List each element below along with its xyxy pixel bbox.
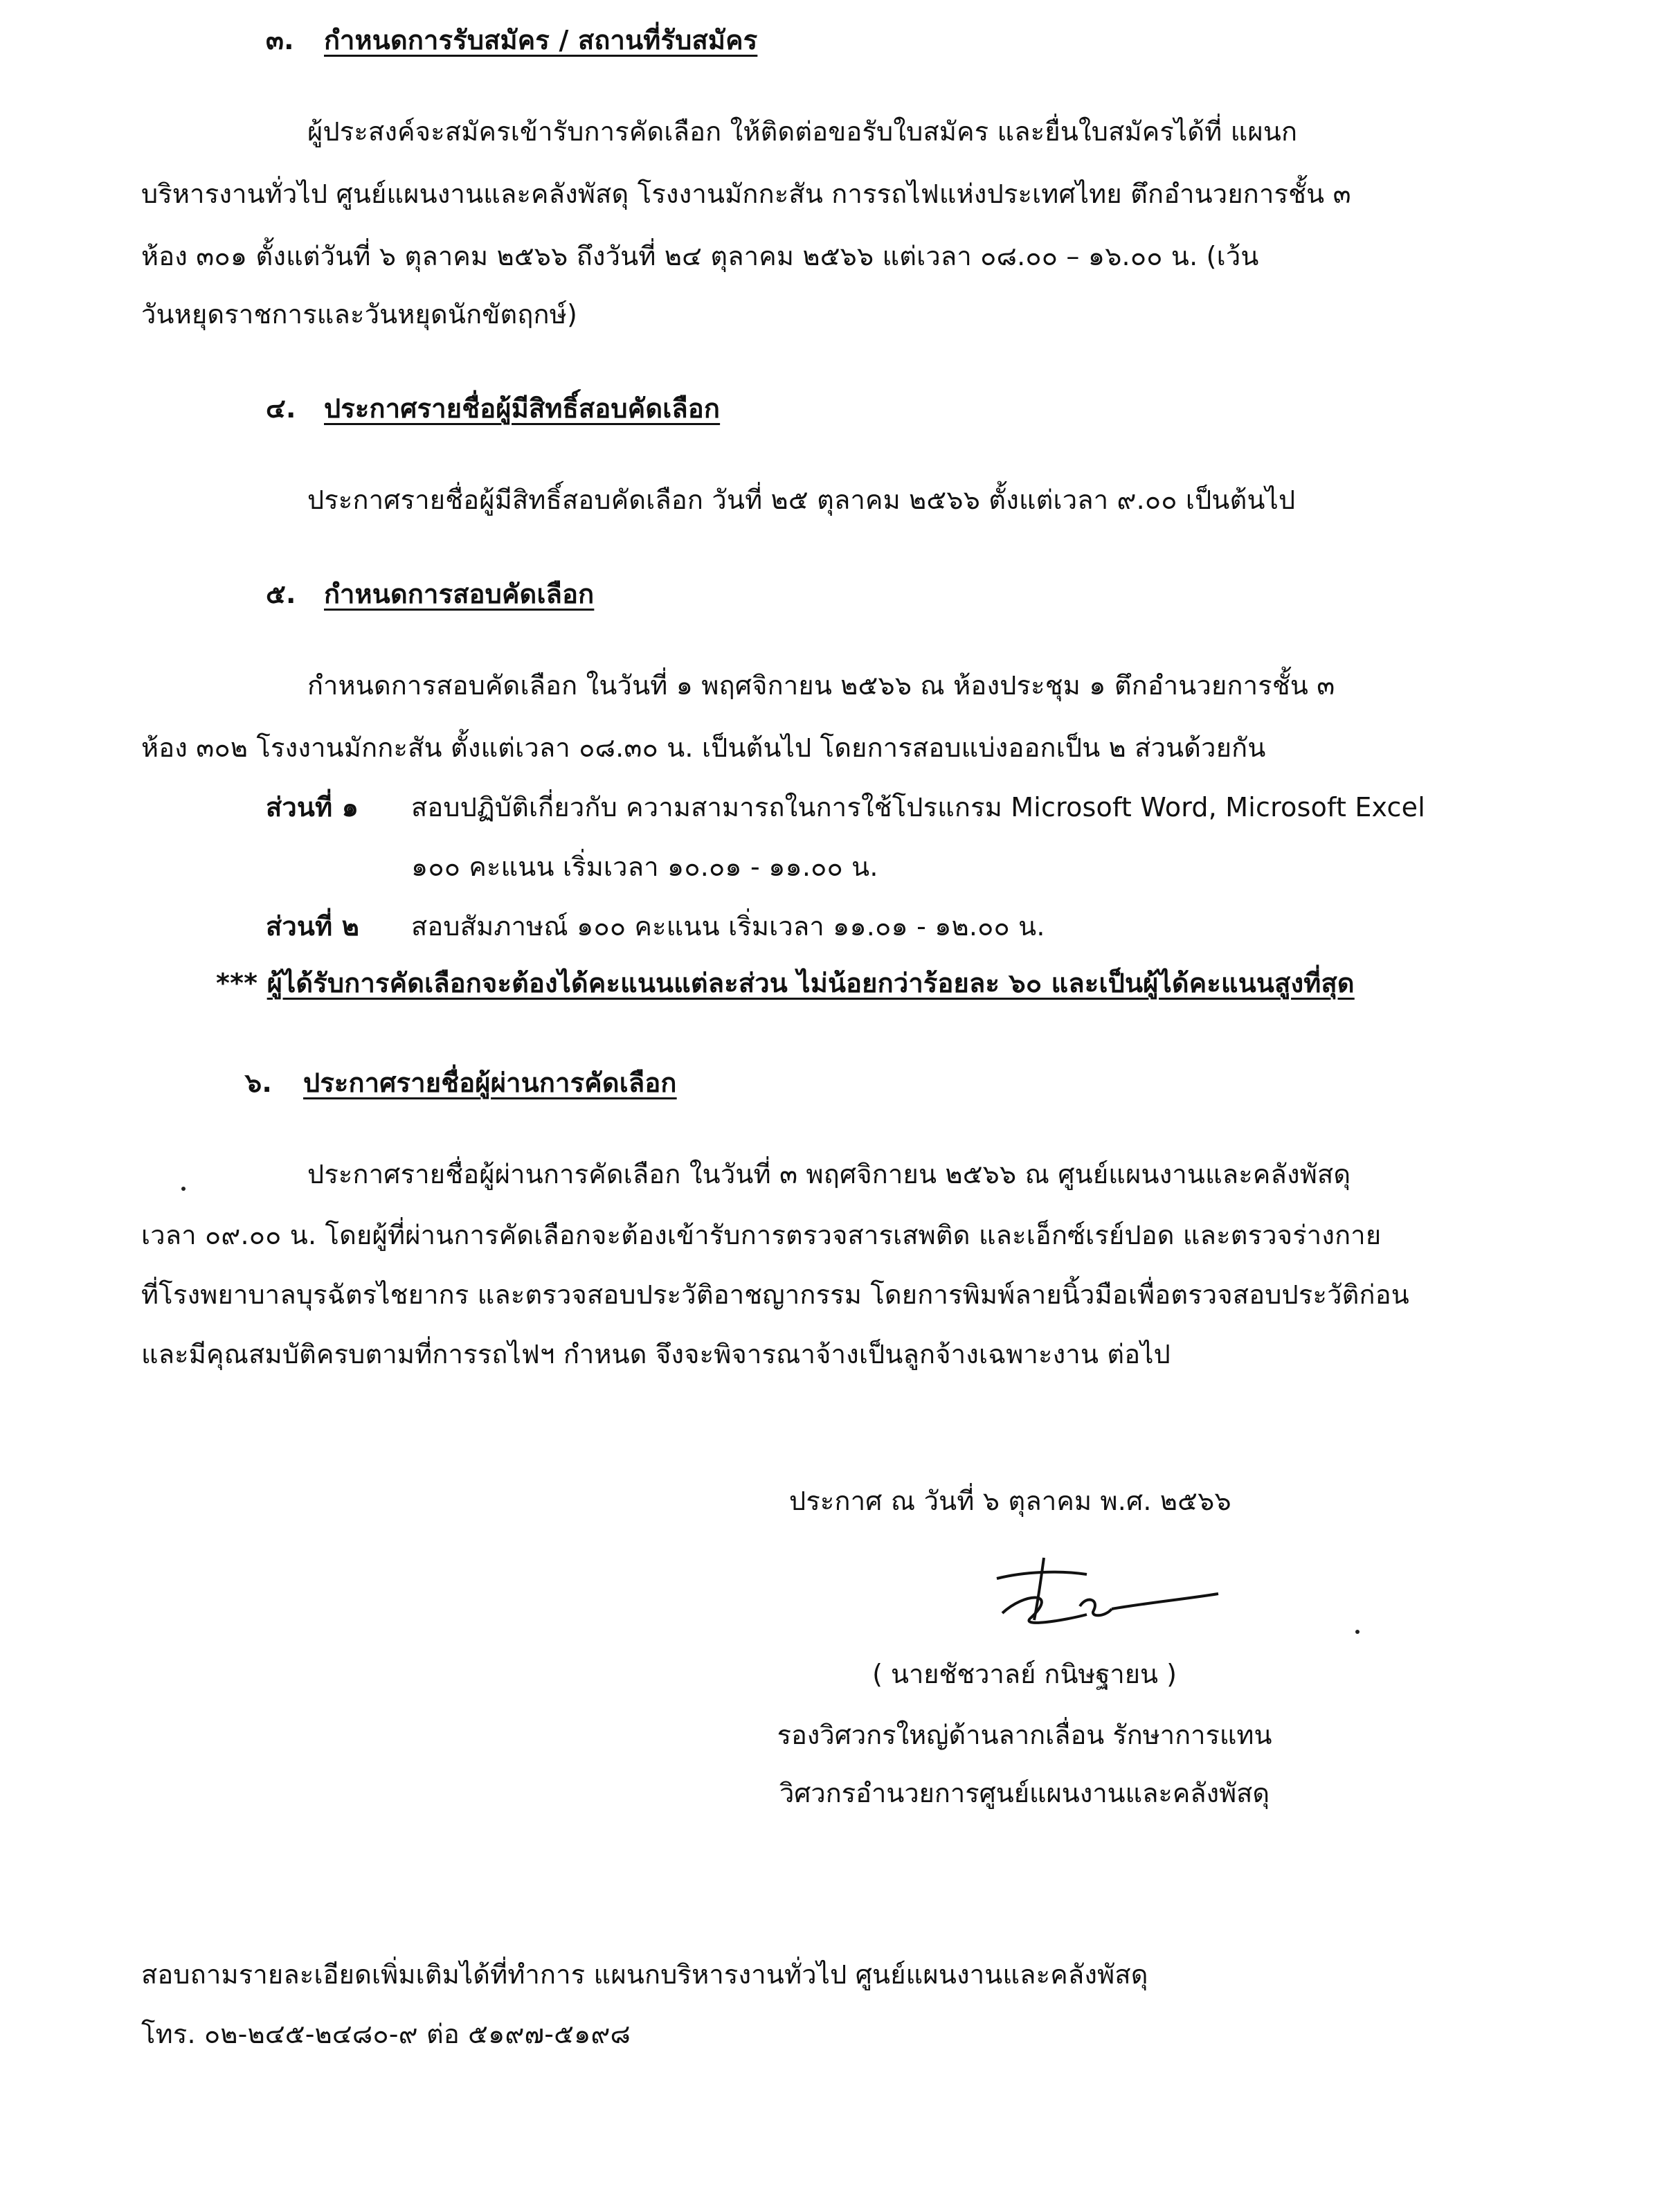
- section-5-heading: [266, 579, 594, 611]
- signatory-name: ( นายชัชวาลย์ กนิษฐายน ): [872, 1659, 1177, 1689]
- signature-image: [983, 1551, 1232, 1641]
- section-3-number: ๓.: [266, 25, 294, 55]
- section-6-line-4: และมีคุณสมบัติครบตามที่การรถไฟฯ กำหนด จึงจะพิจารณาจ้างเป็นลูกจ้างเฉพาะงาน ต่อไป: [141, 1339, 1171, 1369]
- part-1-label: ส่วนที่ ๑: [266, 792, 359, 822]
- section-5-line-1: กำหนดการสอบคัดเลือก ในวันที่ ๑ พฤศจิกายน ๒๕๖๖ ณ ห้องประชุม ๑ ตึกอำนวยการชั้น ๓: [307, 670, 1335, 701]
- note-prefix: ***: [216, 968, 258, 998]
- note-text: ผู้ได้รับการคัดเลือกจะต้องได้คะแนนแต่ละส่วน ไม่น้อยกว่าร้อยละ ๖๐ และเป็นผู้ได้คะแนนสูงที่สุด: [267, 968, 1355, 998]
- footer-phone: โทร. ๐๒-๒๔๕-๒๔๘๐-๙ ต่อ ๕๑๙๗-๕๑๙๘: [141, 2019, 631, 2049]
- section-6-number: ๖.: [245, 1068, 272, 1098]
- section-5-part-1: [266, 792, 1425, 824]
- section-4-number: ๔.: [266, 393, 296, 424]
- section-3-heading: [266, 25, 757, 57]
- section-5-number: ๕.: [266, 579, 296, 609]
- section-6-title: ประกาศรายชื่อผู้ผ่านการคัดเลือก: [303, 1068, 677, 1098]
- part-2-text: สอบสัมภาษณ์ ๑๐๐ คะแนน เริ่มเวลา ๑๑.๐๑ - ๑๒.๐๐ น.: [411, 911, 1045, 942]
- section-4-heading: [266, 393, 720, 425]
- section-3-line-4: วันหยุดราชการและวันหยุดนักขัตฤกษ์): [141, 299, 578, 330]
- signature-icon: [983, 1551, 1232, 1641]
- signatory-position-2: วิศวกรอำนวยการศูนย์แผนงานและคลังพัสดุ: [779, 1778, 1270, 1808]
- section-6-line-2: เวลา ๐๙.๐๐ น. โดยผู้ที่ผ่านการคัดเลือกจะต้องเข้ารับการตรวจสารเสพติด และเอ็กซ์เรย์ปอด และตรวจร่างกาย: [141, 1220, 1382, 1250]
- section-4-line-1: ประกาศรายชื่อผู้มีสิทธิ์สอบคัดเลือก วันที่ ๒๕ ตุลาคม ๒๕๖๖ ตั้งแต่เวลา ๙.๐๐ เป็นต้นไป: [307, 485, 1296, 515]
- signatory-position-1: รองวิศวกรใหญ่ด้านลากเลื่อน รักษาการแทน: [777, 1720, 1272, 1750]
- section-4-title: ประกาศรายชื่อผู้มีสิทธิ์สอบคัดเลือก: [324, 393, 721, 424]
- section-5-line-2: ห้อง ๓๐๒ โรงงานมักกะสัน ตั้งแต่เวลา ๐๘.๓๐ น. เป็นต้นไป โดยการสอบแบ่งออกเป็น ๒ ส่วนด้วยกัน: [141, 732, 1266, 763]
- section-5-note: [216, 968, 1355, 1000]
- section-6-line-1: ประกาศรายชื่อผู้ผ่านการคัดเลือก ในวันที่ ๓ พฤศจิกายน ๒๕๖๖ ณ ศูนย์แผนงานและคลังพัสดุ: [307, 1159, 1351, 1189]
- scan-speck: [1355, 1630, 1360, 1634]
- section-5-title: กำหนดการสอบคัดเลือก: [324, 579, 595, 609]
- section-6-heading: [245, 1068, 677, 1099]
- part-2-label: ส่วนที่ ๒: [266, 911, 360, 942]
- scan-speck: [181, 1187, 186, 1191]
- section-3-line-3: ห้อง ๓๐๑ ตั้งแต่วันที่ ๖ ตุลาคม ๒๕๖๖ ถึงวันที่ ๒๔ ตุลาคม ๒๕๖๖ แต่เวลา ๐๘.๐๐ – ๑๖.๐๐ น. (เว้น: [141, 241, 1259, 271]
- section-3-line-2: บริหารงานทั่วไป ศูนย์แผนงานและคลังพัสดุ โรงงานมักกะสัน การรถไฟแห่งประเทศไทย ตึกอำนวยการชั้น ๓: [141, 179, 1351, 209]
- part-1-text: สอบปฏิบัติเกี่ยวกับ ความสามารถในการใช้โปรแกรม Microsoft Word, Microsoft Excel: [411, 792, 1425, 822]
- section-3-line-1: ผู้ประสงค์จะสมัครเข้ารับการคัดเลือก ให้ติดต่อขอรับใบสมัคร และยื่นใบสมัครได้ที่ แผนก: [307, 116, 1298, 147]
- footer-contact: สอบถามรายละเอียดเพิ่มเติมได้ที่ทำการ แผนกบริหารงานทั่วไป ศูนย์แผนงานและคลังพัสดุ: [141, 1959, 1148, 1990]
- announce-date: ประกาศ ณ วันที่ ๖ ตุลาคม พ.ศ. ๒๕๖๖: [789, 1486, 1231, 1516]
- section-3-title: กำหนดการรับสมัคร / สถานที่รับสมัคร: [324, 25, 758, 55]
- section-6-line-3: ที่โรงพยาบาลบุรฉัตรไชยากร และตรวจสอบประวัติอาชญากรรม โดยการพิมพ์ลายนิ้วมือเพื่อตรวจสอบประวัติก่อน: [141, 1279, 1409, 1310]
- section-5-part-1-continued: ๑๐๐ คะแนน เริ่มเวลา ๑๐.๐๑ - ๑๑.๐๐ น.: [411, 852, 878, 882]
- section-5-part-2: [266, 911, 1045, 943]
